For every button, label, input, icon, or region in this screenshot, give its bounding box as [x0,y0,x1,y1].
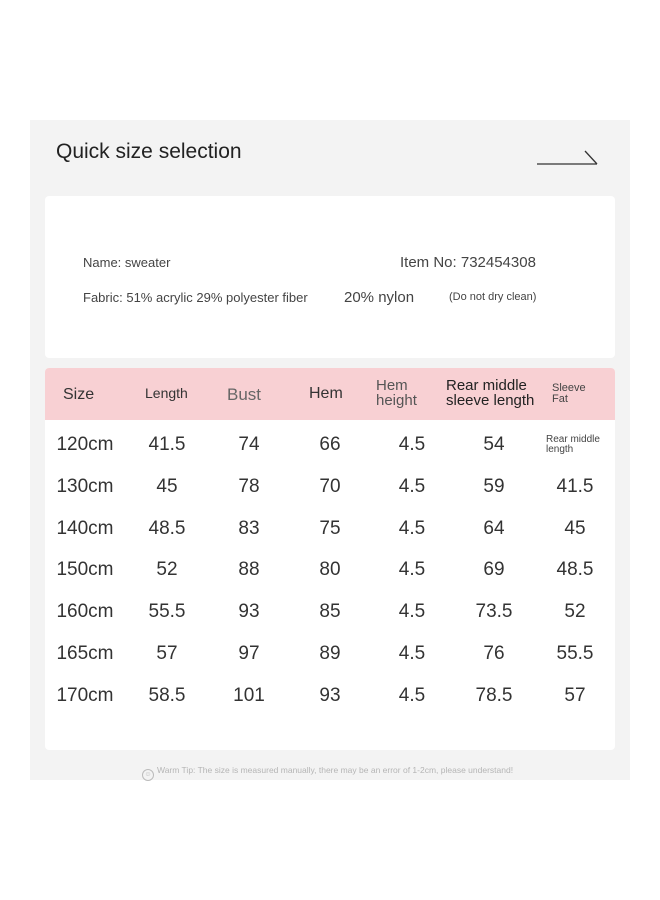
table-row [45,559,615,601]
item-number: Item No: 732454308 [400,254,536,271]
cell-rear-sleeve: 78.5 [475,684,513,706]
cell-length: 45 [156,475,178,497]
cell-hem: 75 [319,517,341,539]
care-instruction: (Do not dry clean) [449,291,537,303]
cell-length: 41.5 [148,434,186,455]
cell-rear-sleeve: 54 [483,434,505,455]
size-table [45,368,615,750]
cell-hem-height: 4.5 [398,642,426,664]
nylon-content: 20% nylon [344,289,415,306]
cell-hem: 66 [319,434,341,455]
smile-icon: ☺ [142,769,154,781]
cell-length: 55.5 [148,601,186,623]
header-rear-sleeve-length: Rear middle sleeve length [446,377,535,409]
cell-hem-height: 4.5 [398,559,426,581]
cell-size: 140cm [56,517,114,539]
header-sleeve-fat: Sleeve Fat [552,382,586,405]
header-length: Length [145,385,188,401]
cell-sleeve-fat-note: Rear middle length [546,434,600,455]
cell-sleeve-fat: 52 [564,601,586,623]
cell-hem: 85 [319,601,341,623]
cell-rear-sleeve: 73.5 [475,601,513,623]
table-row [45,601,615,643]
cell-bust: 101 [233,684,265,706]
cell-size: 170cm [56,684,114,706]
cell-length: 58.5 [148,684,186,706]
warm-tip-text: Warm Tip: The size is measured manually, there may be an error of 1-2cm, please understand! [157,765,514,775]
cell-size: 130cm [56,475,114,497]
cell-sleeve-fat: 41.5 [556,475,594,497]
cell-bust: 83 [238,517,260,539]
cell-hem: 93 [319,684,341,706]
table-body [45,434,615,727]
cell-bust: 78 [238,475,260,497]
cell-sleeve-fat: 48.5 [556,559,594,581]
header-size: Size [63,386,95,403]
page-title: Quick size selection [56,140,242,163]
cell-rear-sleeve: 64 [483,517,505,539]
cell-hem: 89 [319,642,341,664]
cell-bust: 74 [238,434,260,455]
cell-hem: 70 [319,475,341,497]
table-header [45,368,615,420]
header-bust: Bust [227,385,262,404]
cell-hem-height: 4.5 [398,434,426,455]
cell-length: 52 [156,559,178,581]
cell-hem-height: 4.5 [398,684,426,706]
cell-size: 150cm [56,559,114,581]
fabric-composition: Fabric: 51% acrylic 29% polyester fiber [83,290,308,305]
cell-hem-height: 4.5 [398,601,426,623]
table-row [45,434,615,476]
size-panel [30,120,630,780]
cell-bust: 93 [238,601,260,623]
table-row [45,518,615,560]
cell-hem-height: 4.5 [398,475,426,497]
cell-rear-sleeve: 59 [483,475,505,497]
cell-size: 160cm [56,601,114,623]
cell-hem-height: 4.5 [398,517,426,539]
cell-size: 165cm [56,642,114,664]
header-hem-height: Hem height [376,377,417,409]
cell-length: 57 [156,642,178,664]
cell-rear-sleeve: 76 [483,642,505,664]
table-row [45,685,615,727]
table-row [45,476,615,518]
table-row [45,643,615,685]
cell-bust: 88 [238,559,260,581]
cell-bust: 97 [238,642,260,664]
product-info-card [45,196,615,358]
warm-tip [142,765,513,781]
product-name: Name: sweater [83,255,171,270]
cell-size: 120cm [56,434,114,455]
cell-sleeve-fat: 55.5 [556,642,594,664]
cell-length: 48.5 [148,517,186,539]
cell-sleeve-fat: 45 [564,517,586,539]
right-arrow-icon[interactable] [535,147,600,167]
cell-hem: 80 [319,559,341,581]
cell-rear-sleeve: 69 [483,559,505,581]
header-hem: Hem [309,385,343,402]
cell-sleeve-fat: 57 [564,684,586,706]
